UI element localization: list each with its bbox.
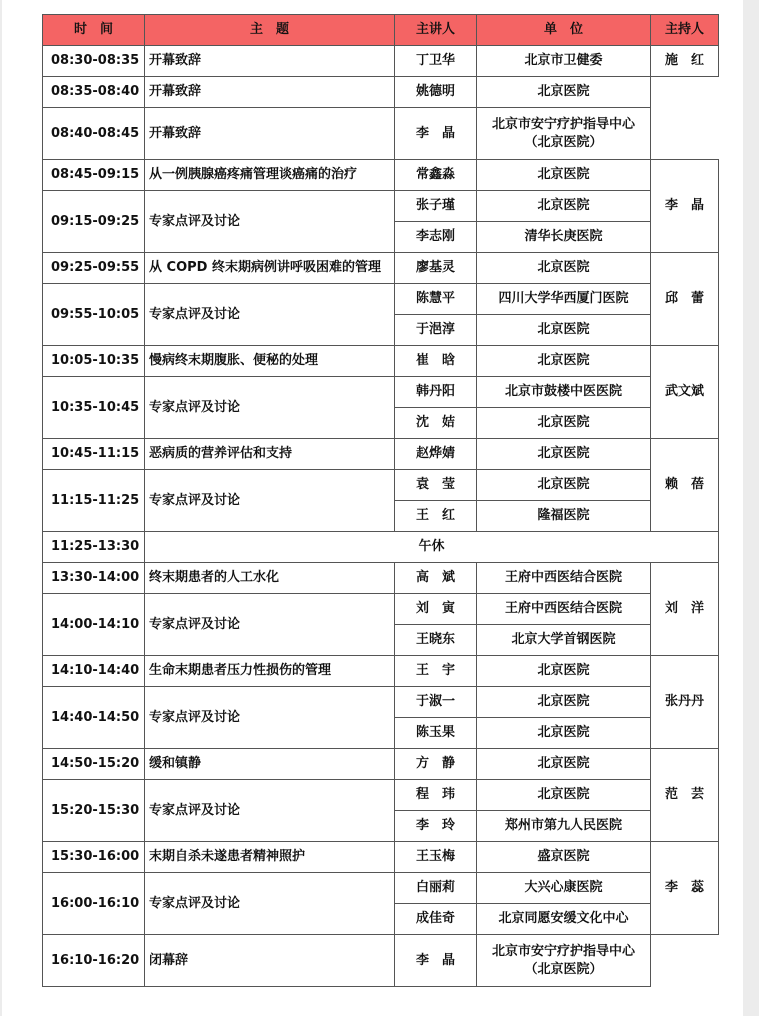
- topic-cell: 从 COPD 终末期病例讲呼吸困难的管理: [145, 253, 395, 284]
- time-cell: 14:10-14:40: [43, 656, 145, 687]
- table-row: [43, 842, 719, 873]
- host-cell: 武文斌: [651, 346, 719, 439]
- time-cell: 15:20-15:30: [43, 780, 145, 842]
- table-row: [43, 470, 719, 501]
- time-cell: 16:00-16:10: [43, 873, 145, 935]
- table-row: [43, 749, 719, 780]
- unit-cell: 北京医院: [477, 346, 651, 377]
- speaker-cell: 赵烨婧: [395, 439, 477, 470]
- table-row: [43, 563, 719, 594]
- topic-cell: 专家点评及讨论: [145, 191, 395, 253]
- topic-cell: 开幕致辞: [145, 108, 395, 160]
- topic-cell: 专家点评及讨论: [145, 780, 395, 842]
- time-cell: 14:00-14:10: [43, 594, 145, 656]
- time-cell: 16:10-16:20: [43, 935, 145, 987]
- unit-cell: 北京市卫健委: [477, 46, 651, 77]
- unit-cell: 北京市安宁疗护指导中心 （北京医院）: [477, 108, 651, 160]
- table-row: [43, 160, 719, 191]
- topic-cell: 专家点评及讨论: [145, 594, 395, 656]
- unit-cell: 北京医院: [477, 749, 651, 780]
- unit-cell: 郑州市第九人民医院: [477, 811, 651, 842]
- unit-cell: 北京医院: [477, 191, 651, 222]
- table-row: [43, 780, 719, 811]
- time-cell: 09:25-09:55: [43, 253, 145, 284]
- topic-cell: 开幕致辞: [145, 77, 395, 108]
- unit-cell: 北京大学首钢医院: [477, 625, 651, 656]
- host-cell: 赖 蓓: [651, 439, 719, 532]
- time-cell: 13:30-14:00: [43, 563, 145, 594]
- table-row: [43, 253, 719, 284]
- header-time: 时 间: [43, 15, 145, 46]
- time-cell: 14:50-15:20: [43, 749, 145, 780]
- unit-cell: 北京市鼓楼中医医院: [477, 377, 651, 408]
- speaker-cell: 王晓东: [395, 625, 477, 656]
- schedule-table: [42, 14, 719, 987]
- topic-cell: 从一例胰腺癌疼痛管理谈癌痛的治疗: [145, 160, 395, 191]
- speaker-cell: 于淑一: [395, 687, 477, 718]
- document-page: [2, 0, 743, 1016]
- topic-cell: 专家点评及讨论: [145, 284, 395, 346]
- topic-cell: 终末期患者的人工水化: [145, 563, 395, 594]
- unit-cell: 北京医院: [477, 77, 651, 108]
- topic-cell: 闭幕辞: [145, 935, 395, 987]
- time-cell: 08:45-09:15: [43, 160, 145, 191]
- host-cell: 李 晶: [651, 160, 719, 253]
- speaker-cell: 崔 晗: [395, 346, 477, 377]
- speaker-cell: 陈慧平: [395, 284, 477, 315]
- time-cell: 15:30-16:00: [43, 842, 145, 873]
- speaker-cell: 常鑫淼: [395, 160, 477, 191]
- table-row: [43, 284, 719, 315]
- speaker-cell: 刘 寅: [395, 594, 477, 625]
- speaker-cell: 王 宇: [395, 656, 477, 687]
- time-cell: 08:35-08:40: [43, 77, 145, 108]
- unit-cell: 大兴心康医院: [477, 873, 651, 904]
- topic-cell: 末期自杀未遂患者精神照护: [145, 842, 395, 873]
- topic-cell: 专家点评及讨论: [145, 377, 395, 439]
- time-cell: 08:40-08:45: [43, 108, 145, 160]
- table-row: [43, 108, 719, 160]
- time-cell: 11:25-13:30: [43, 532, 145, 563]
- speaker-cell: 于浥淳: [395, 315, 477, 346]
- table-row: [43, 439, 719, 470]
- time-cell: 08:30-08:35: [43, 46, 145, 77]
- speaker-cell: 袁 莹: [395, 470, 477, 501]
- table-row: [43, 191, 719, 222]
- table-row: [43, 687, 719, 718]
- table-row: [43, 77, 719, 108]
- time-cell: 10:45-11:15: [43, 439, 145, 470]
- speaker-cell: 廖基灵: [395, 253, 477, 284]
- host-cell: 张丹丹: [651, 656, 719, 749]
- unit-cell: 北京医院: [477, 160, 651, 191]
- speaker-cell: 丁卫华: [395, 46, 477, 77]
- header-unit: 单 位: [477, 15, 651, 46]
- unit-cell: 北京医院: [477, 439, 651, 470]
- table-row: [43, 594, 719, 625]
- speaker-cell: 王 红: [395, 501, 477, 532]
- speaker-cell: 成佳奇: [395, 904, 477, 935]
- header-speaker: 主讲人: [395, 15, 477, 46]
- host-cell: 刘 洋: [651, 563, 719, 656]
- topic-cell: 专家点评及讨论: [145, 873, 395, 935]
- unit-cell: 北京医院: [477, 253, 651, 284]
- topic-cell: 慢病终末期腹胀、便秘的处理: [145, 346, 395, 377]
- break-row: [43, 532, 719, 563]
- unit-cell: 北京医院: [477, 470, 651, 501]
- table-row: [43, 935, 719, 987]
- table-row: [43, 873, 719, 904]
- speaker-cell: 李 晶: [395, 935, 477, 987]
- speaker-cell: 姚德明: [395, 77, 477, 108]
- speaker-cell: 李 玲: [395, 811, 477, 842]
- topic-cell: 开幕致辞: [145, 46, 395, 77]
- speaker-cell: 李志刚: [395, 222, 477, 253]
- host-cell: 施 红: [651, 46, 719, 77]
- speaker-cell: 李 晶: [395, 108, 477, 160]
- speaker-cell: 张子瑾: [395, 191, 477, 222]
- table-row: [43, 46, 719, 77]
- speaker-cell: 高 斌: [395, 563, 477, 594]
- speaker-cell: 沈 姞: [395, 408, 477, 439]
- topic-cell: 专家点评及讨论: [145, 687, 395, 749]
- speaker-cell: 王玉梅: [395, 842, 477, 873]
- header-host: 主持人: [651, 15, 719, 46]
- unit-cell: 北京医院: [477, 315, 651, 346]
- unit-cell: 北京医院: [477, 408, 651, 439]
- time-cell: 14:40-14:50: [43, 687, 145, 749]
- speaker-cell: 陈玉果: [395, 718, 477, 749]
- table-row: [43, 346, 719, 377]
- unit-cell: 北京同愿安缓文化中心: [477, 904, 651, 935]
- unit-cell: 北京医院: [477, 718, 651, 749]
- host-cell: 范 芸: [651, 749, 719, 842]
- topic-cell: 缓和镇静: [145, 749, 395, 780]
- host-cell: 李 蕊: [651, 842, 719, 935]
- unit-cell: 王府中西医结合医院: [477, 594, 651, 625]
- header-topic: 主 题: [145, 15, 395, 46]
- unit-cell: 盛京医院: [477, 842, 651, 873]
- header-row: [43, 15, 719, 46]
- speaker-cell: 方 静: [395, 749, 477, 780]
- table-row: [43, 377, 719, 408]
- speaker-cell: 程 玮: [395, 780, 477, 811]
- speaker-cell: 韩丹阳: [395, 377, 477, 408]
- unit-cell: 北京医院: [477, 780, 651, 811]
- time-cell: 10:05-10:35: [43, 346, 145, 377]
- speaker-cell: 白丽莉: [395, 873, 477, 904]
- host-cell: 邱 蕾: [651, 253, 719, 346]
- topic-cell: 恶病质的营养评估和支持: [145, 439, 395, 470]
- time-cell: 09:15-09:25: [43, 191, 145, 253]
- unit-cell: 王府中西医结合医院: [477, 563, 651, 594]
- unit-cell: 北京市安宁疗护指导中心 （北京医院）: [477, 935, 651, 987]
- unit-cell: 隆福医院: [477, 501, 651, 532]
- unit-cell: 四川大学华西厦门医院: [477, 284, 651, 315]
- time-cell: 09:55-10:05: [43, 284, 145, 346]
- unit-cell: 清华长庚医院: [477, 222, 651, 253]
- table-row: [43, 656, 719, 687]
- break-cell: 午休: [145, 532, 719, 563]
- topic-cell: 专家点评及讨论: [145, 470, 395, 532]
- time-cell: 10:35-10:45: [43, 377, 145, 439]
- time-cell: 11:15-11:25: [43, 470, 145, 532]
- unit-cell: 北京医院: [477, 656, 651, 687]
- topic-cell: 生命末期患者压力性损伤的管理: [145, 656, 395, 687]
- unit-cell: 北京医院: [477, 687, 651, 718]
